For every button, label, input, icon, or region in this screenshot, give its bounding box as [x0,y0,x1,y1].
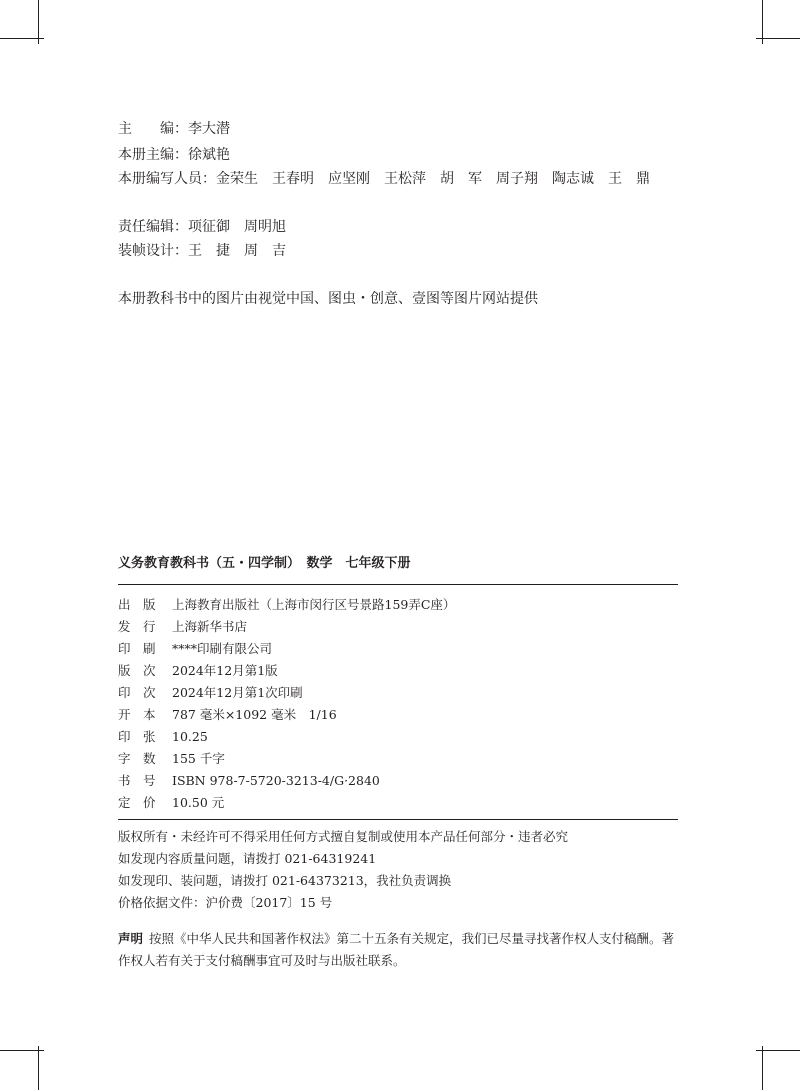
imprint-value: ****印刷有限公司 [172,641,273,656]
imprint-row [118,726,208,748]
statement-text: 按照《中华人民共和国著作权法》第二十五条有关规定，我们已尽量寻找著作权人支付稿酬。著作权人若有关于支付稿酬事宜可及时与出版社联系。 [118,931,675,968]
quality-hotline-notice: 如发现内容质量问题，请拨打 021-64319241 [118,851,377,866]
imprint-row [118,792,224,814]
price-basis-notice: 价格依据文件：沪价费〔2017〕15 号 [118,895,333,910]
writers-label: 本册编写人员： [118,171,216,187]
imprint-row [118,594,455,616]
imprint-value: 10.50 元 [172,795,225,810]
copyright-statement [118,928,680,972]
imprint-label: 字 数 [118,751,156,766]
imprint-bottom-rule [118,819,678,820]
chief-editor-line [118,118,230,140]
imprint-label: 印 次 [118,685,156,700]
responsible-editors-value: 项征御 周明旭 [188,219,286,235]
imprint-label: 印 张 [118,729,156,744]
imprint-row [118,660,278,682]
volume-chief-editor-label: 本册主编： [118,147,188,163]
imprint-value: 155 千字 [172,751,225,766]
responsible-editors-label: 责任编辑： [118,219,188,235]
imprint-value: 上海新华书店 [172,619,248,634]
book-title: 义务教育教科书（五・四学制） 数学 七年级下册 [118,556,411,571]
imprint-label: 定 价 [118,795,156,810]
responsible-editors-line [118,216,286,238]
writers-value: 金荣生 王春明 应坚刚 王松萍 胡 军 周子翔 陶志诚 王 鼎 [216,171,650,187]
binding-design-value: 王 捷 周 吉 [188,243,286,259]
imprint-label: 印 刷 [118,641,156,656]
volume-chief-editor-line [118,144,230,166]
imprint-row [118,616,247,638]
imprint-row [118,704,337,726]
image-credit: 本册教科书中的图片由视觉中国、图虫・创意、壹图等图片网站提供 [118,291,538,307]
imprint-label: 发 行 [118,619,156,634]
imprint-row [118,682,303,704]
binding-design-line [118,240,286,262]
binding-design-label: 装帧设计： [118,243,188,259]
chief-editor-value: 李大潜 [188,121,230,137]
imprint-top-rule [118,584,678,585]
writers-line [118,168,650,190]
imprint-value: 787 毫米×1092 毫米 1/16 [172,707,337,722]
imprint-value: 2024年12月第1次印刷 [172,685,303,700]
imprint-row [118,770,380,792]
volume-chief-editor-value: 徐斌艳 [188,147,230,163]
imprint-label: 版 次 [118,663,156,678]
imprint-value: ISBN 978-7-5720-3213-4/G·2840 [172,773,380,788]
binding-hotline-notice: 如发现印、装问题，请拨打 021-64373213，我社负责调换 [118,873,452,888]
copyright-notice: 版权所有・未经许可不得采用任何方式擅自复制或使用本产品任何部分・违者必究 [118,829,569,844]
imprint-row [118,638,272,660]
imprint-row [118,748,225,770]
imprint-label: 开 本 [118,707,156,722]
imprint-value: 2024年12月第1版 [172,663,278,678]
imprint-label: 出 版 [118,597,156,612]
imprint-value: 上海教育出版社（上海市闵行区号景路159弄C座） [172,597,456,612]
imprint-value: 10.25 [172,729,208,744]
imprint-label: 书 号 [118,773,156,788]
statement-label: 声明 [118,931,144,946]
chief-editor-label: 主 编： [118,121,188,137]
